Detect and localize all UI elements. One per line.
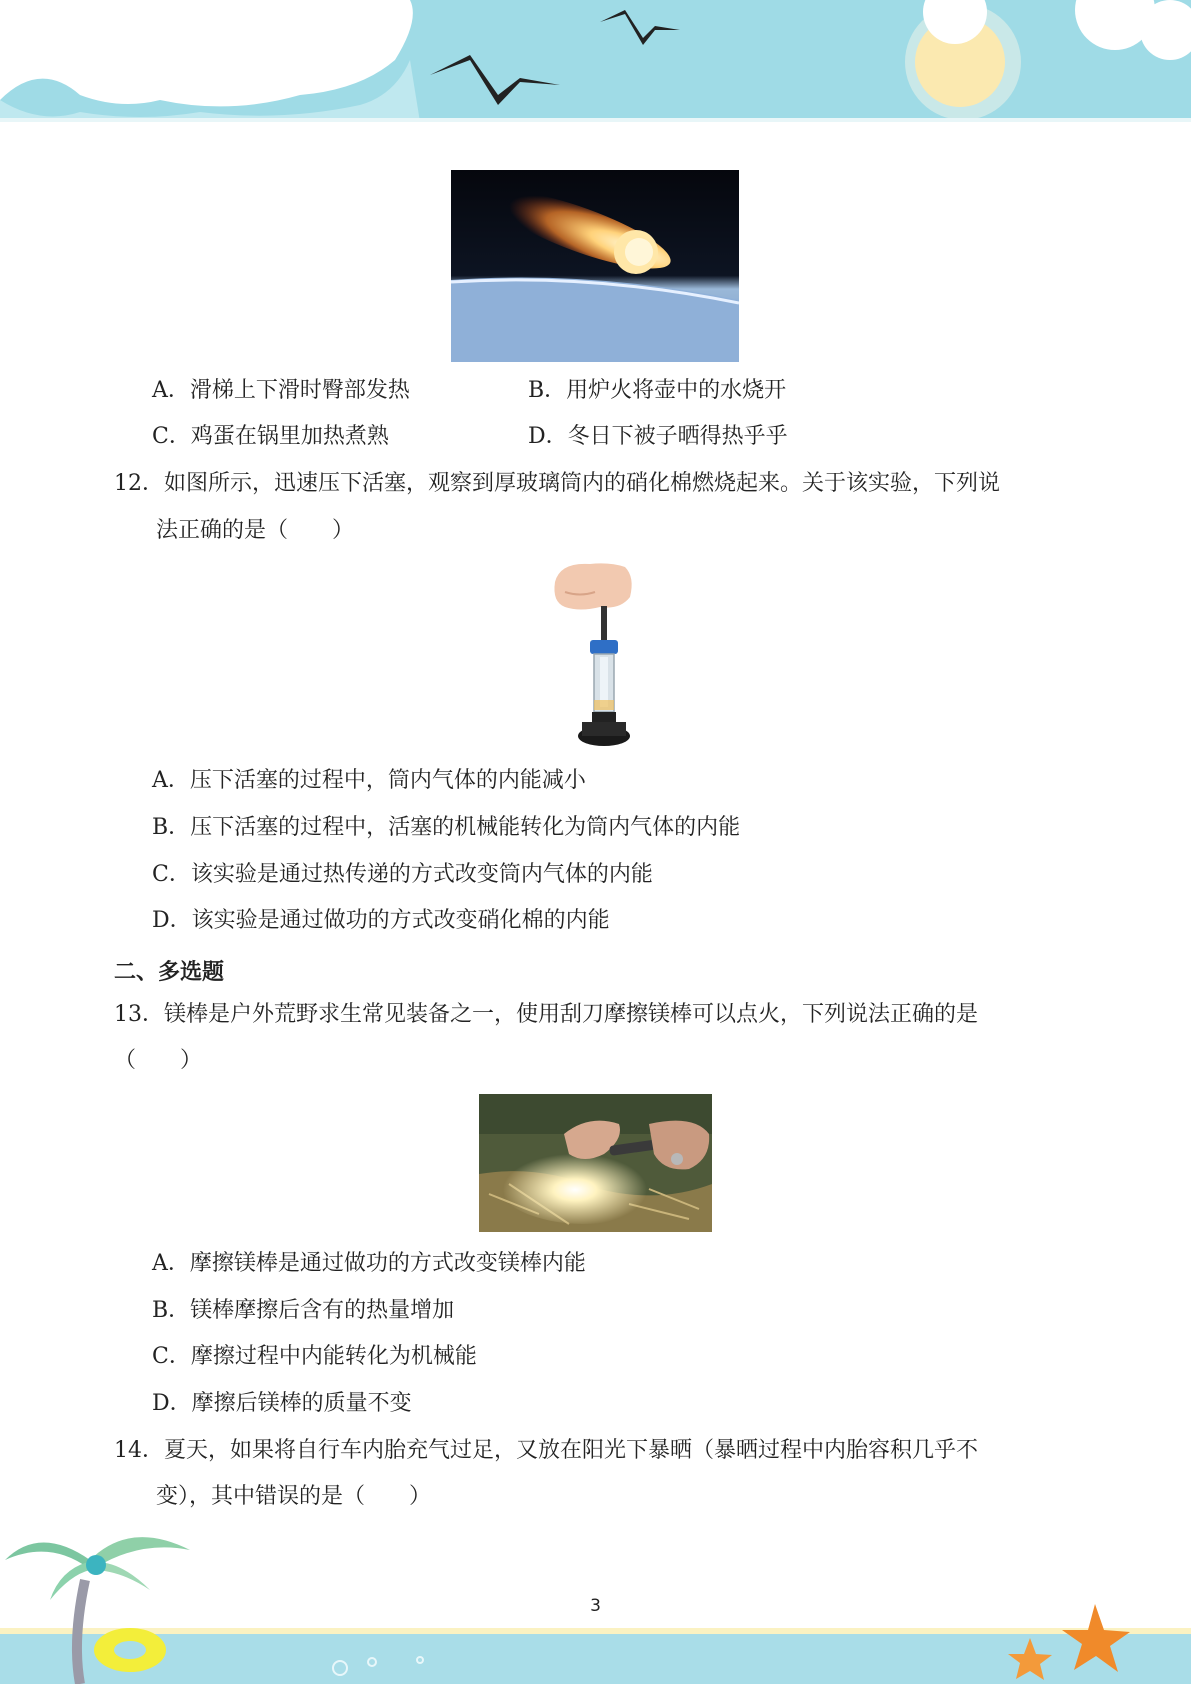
q11-option-a: A．滑梯上下滑时臀部发热: [152, 378, 410, 403]
q13-option-c: C．摩擦过程中内能转化为机械能: [152, 1344, 477, 1369]
q12-stem-line2: 法正确的是（ ）: [156, 518, 355, 543]
section-title-multiple-choice: 二、多选题: [114, 960, 225, 985]
q14-stem-line1: 14．夏天，如果将自行车内胎充气过足，又放在阳光下暴晒（暴晒过程中内胎容积几乎不: [114, 1438, 978, 1463]
q12-option-c: C．该实验是通过热传递的方式改变筒内气体的内能: [152, 862, 653, 887]
q13-option-b: B．镁棒摩擦后含有的热量增加: [152, 1298, 455, 1323]
q11-option-d: D．冬日下被子晒得热乎乎: [528, 424, 788, 449]
q12-stem-line1: 12．如图所示，迅速压下活塞，观察到厚玻璃筒内的硝化棉燃烧起来。关于该实验，下列说: [114, 471, 1000, 496]
sky-banner: [0, 0, 1191, 122]
q13-stem-line2: （ ）: [114, 1048, 203, 1073]
q11-option-b: B．用炉火将壶中的水烧开: [528, 378, 787, 403]
q13-option-a: A．摩擦镁棒是通过做功的方式改变镁棒内能: [152, 1251, 586, 1276]
header-decoration: [0, 0, 1191, 122]
q11-option-c: C．鸡蛋在锅里加热煮熟: [152, 424, 389, 449]
figure-fire-starter-image: [479, 1094, 712, 1232]
q13-stem-line1: 13．镁棒是户外荒野求生常见装备之一，使用刮刀摩擦镁棒可以点火，下列说法正确的是: [114, 1002, 978, 1027]
figure-reentry-image: [451, 170, 739, 362]
figure-fire-piston-image: [550, 562, 640, 752]
page-number: 3: [590, 1596, 601, 1616]
q14-stem-line2: 变），其中错误的是（ ）: [156, 1484, 432, 1509]
q12-option-d: D．该实验是通过做功的方式改变硝化棉的内能: [152, 908, 610, 933]
q12-option-b: B．压下活塞的过程中，活塞的机械能转化为筒内气体的内能: [152, 815, 741, 840]
hand-icon: [554, 563, 631, 609]
q12-option-a: A．压下活塞的过程中，筒内气体的内能减小: [152, 768, 586, 793]
q13-option-d: D．摩擦后镁棒的质量不变: [152, 1391, 412, 1416]
